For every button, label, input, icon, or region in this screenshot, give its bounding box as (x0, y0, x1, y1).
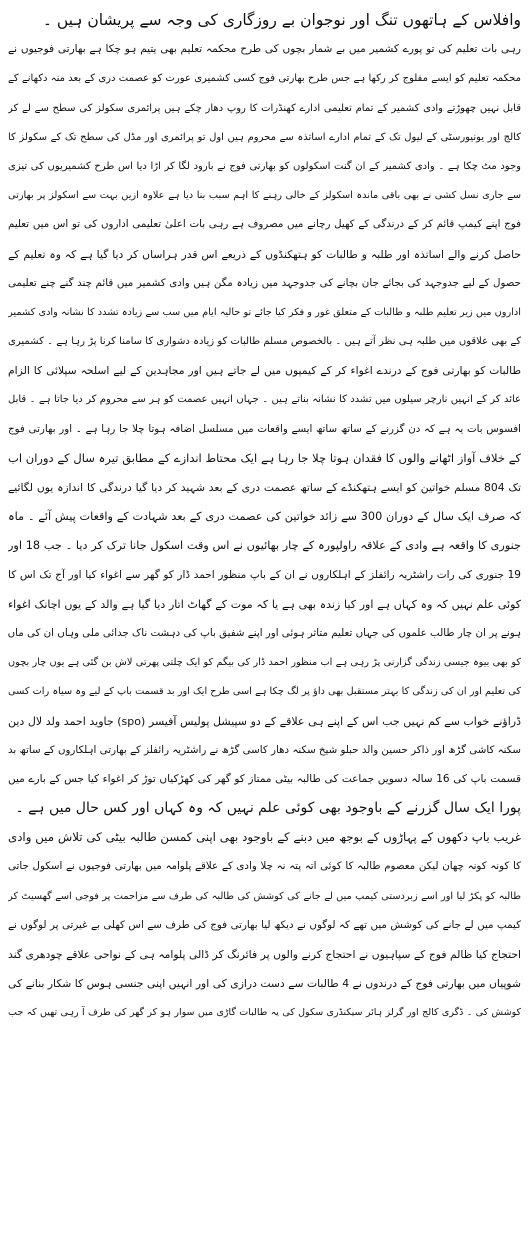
text-line: تک 804 مسلم خواتین کو ایسے ہتھکنڈے کے ساتھ عصمت دری کے بعد شہید کر دیا گیا درندگی کا اندازہ یوں لگائیے (8, 481, 521, 494)
text-line: وافلاس کے ہاتھوں تنگ اور نوجوان بے روزگاری کی وجہ سے پریشان ہیں ۔ (42, 11, 521, 29)
text-line: سکنہ کاشی گڑھ اور ذاکر حسین والد حبلو شیخ سکنہ دھار کاسی گڑھ نے راشٹریہ رائفلز کے بھارتی اہلکاروں کے ساتھ بد (8, 743, 521, 756)
text-line: وجود مٹ چکا ہے ۔ وادی کشمیر کے ان گنت اسکولوں کو بھارتی فوج نے بارود لگا کر اڑا دیا اس طرح کشمیریوں کی تیزی (8, 160, 521, 172)
text-line: طالبات کو بھارتی فوج کے درندے اغواء کر کے کیمپوں میں لے جاتے ہیں اور مجاہدین کے لیے اسلحہ سپلائی کا الزام (8, 364, 521, 378)
text-line: ہونے پر ان چار طالب علموں کی جہاں تعلیم متاثر ہوئی اور اپنے شفیق باپ کی دہشت ناک جدائی ملی وہاں ان کی ماں (8, 626, 521, 639)
text-line: حصول کے لیے جدوجہد کی بجائے جان بچانے کی جدوجہد میں زیادہ مگن ہیں وادی کشمیر میں قائم چند گنے چنے تعلیمی (8, 276, 521, 289)
text-line: کیمپ میں لے جانے کی کوشش میں تھے کہ لوگوں نے دیکھ لیا بھارتی فوج کی طرف سے اس کھلی بے غیرتی پر لوگوں نے (8, 918, 521, 931)
text-line: کو بھی بیوہ جیسی زندگی گزارنی پڑ رہی ہے اب منظور احمد ڈار کی بیگم کو ایک چلتی پھرتی لاش بن گئی ہے یوں چار بچوں (8, 657, 521, 669)
text-line: جنوری کا واقعہ ہے وادی کے علاقہ راولپورہ کے چار بھائیوں نے اس وقت اسکول جانا ترک کر دیا ۔ جب 18 اور (8, 539, 521, 553)
text-line: اداروں میں زیر تعلیم طلبہ و طالبات کے متعلق غور و فکر کیا جائے تو حالیہ ایام میں سب سے زیادہ تشدد کا نشانہ وادی کشمیر (8, 306, 521, 318)
text-line: کے خلاف آواز اٹھانے والوں کا فقدان ہوتا چلا جا رہا ہے ایک محتاط اندازے کے مطابق تیرہ سال کے دوران اب (8, 450, 521, 465)
text-line: سے جاری نسل کشی نے بھی باقی ماندہ اسکولز کے خالی رہنے کا اہم سبب بنا دیا ہے علاوہ ازیں بہت سے اسکولز پر بھارتی (8, 190, 521, 202)
text-line: کی تعلیم اور ان کی زندگی کا بہتر مستقبل بھی داؤ پر لگ چکا ہے اسی طرح ایک اور بد قسمت باپ کے لیے وہ سیاہ رات کسی (8, 686, 521, 698)
text-line: فوج اپنے کیمپ قائم کر کے درندگی کے کھیل رچانے میں مصروف ہے رہی بات اعلیٰ تعلیمی اداروں کی تو اس میں تعلیم (8, 218, 521, 231)
text-line: کہ صرف ایک سال کے دوران 300 سے زائد خواتین کی عصمت دری کے بعد شہادت کے واقعات پیش آئے ۔ ماہ (8, 510, 521, 524)
text-line: حاصل کرنے والے اساتذہ اور طلبہ و طالبات کو ہتھکنڈوں کے ذریعے اس قدر ہراساں کر دیا گیا ہے کہ وہ تعلیم کے (8, 247, 521, 261)
text-line: کالج اور یونیورسٹی کے لیول تک کے تمام ادارے اساتذہ سے محروم ہیں اول تو پرائمری اور مڈل کی سطح تک کے سکولز کا (8, 131, 521, 143)
text-line: کے بھی علاقوں میں طلبہ ہی نظر آتے ہیں ۔ بالخصوص مسلم طالبات کو زیادہ دشواری کا سامنا کرنا پڑ رہا ہے ۔ کشمیری (8, 336, 521, 348)
text-line: ڈراؤنے خواب سے کم نہیں جب اس کے اپنے ہی علاقے کے دو سپیشل پولیس آفیسر (spo) جاوید احمد ولد لال دین (8, 714, 521, 728)
text-line: غریب باپ دکھوں کے پہاڑوں کے بوجھ میں دبنے کے باوجود بھی اپنی کمسن طالبہ بیٹی کی تلاش میں وادی (8, 830, 521, 845)
text-line: رہی بات تعلیم کی تو پورے کشمیر میں بے شمار بچوں کی طرح محکمہ تعلیم بھی یتیم ہو چکا ہے بھارتی فوجیوں نے (8, 43, 521, 56)
text-line: شوپیاں میں بھارتی فوج کے درندوں نے 4 طالبات سے دست درازی کی اور انہیں اپنی جنسی ہوس کا شکار بنانے کی (8, 977, 521, 991)
text-line: عائد کر کے انہیں نارچر سیلوں میں تشدد کا نشانہ بناتے ہیں ۔ جہاں انہیں عصمت کو ہر سے محروم کر دیا جاتا ہے ۔ قابل (8, 394, 521, 406)
text-line: قسمت باپ کی 16 سالہ دسویں جماعت کی طالبہ بیٹی ممتاز کو گھر کی کھڑکیاں توڑ کر اغواء کیا جس کے بارے میں (8, 772, 521, 785)
text-line: محکمہ تعلیم کو ایسے مفلوج کر رکھا ہے جس طرح بھارتی فوج کسی کشمیری عورت کو عصمت دری کے بعد منہ دکھانے کے (8, 73, 521, 85)
text-line: پورا ایک سال گزرنے کے باوجود بھی کوئی علم نہیں کہ وہ کہاں اور کس حال میں ہے ۔ (15, 800, 521, 817)
text-line: کوئی علم نہیں کہ وہ کہاں ہے اور کیا زندہ بھی ہے یا کہ موت کے گھاٹ اتار دیا گیا ہے والد کے یوں اچانک اغواء (8, 597, 521, 611)
text-line: افسوس بات یہ ہے کہ دن گزرنے کے ساتھ ساتھ ایسے واقعات میں مسلسل اضافہ ہوتا چلا جا رہا ہے ۔ اور بھارتی فوج (8, 422, 521, 435)
paragraph-intro (8, 6, 521, 35)
text-line: 19 جنوری کی رات راشٹریہ رائفلز کے اہلکاروں نے ان کے باپ منظور احمد ڈار کو گھر سے اغواء کیا اور آج تک اس کا (8, 568, 521, 581)
text-line: طالبہ کو پکڑ لیا اور اسے زبردستی کیمپ میں لے جانے کی کوشش کی طالبہ کی طرف سے مزاحمت پر فوجی اسے گھسیٹ کر (8, 890, 521, 902)
text-line: کوشش کی ۔ ڈگری کالج اور گرلز ہائر سیکنڈری سکول کی یہ طالبات گاڑی میں سوار ہو کر گھر کی طرف آ رہی تھیں کہ جب (8, 1007, 521, 1019)
text-line: کا کونہ کونہ چھان لیکن معصوم طالبہ کا کوئی اتہ پتہ نہ چلا وادی کے علاقے پلوامہ میں بھارتی فوجیوں نے اسکول جاتی (8, 860, 521, 873)
text-line: احتجاج کیا ظالم فوج کے سپاہیوں نے احتجاج کرنے والوں پر فائرنگ کر ڈالی پلوامہ ہی کے نواحی علاقے چودھری گند (8, 948, 521, 961)
paragraph-pulwama (8, 823, 521, 1027)
text-line: قابل نہیں چھوڑتے وادی کشمیر کے تمام تعلیمی ادارے کھنڈرات کا روپ دھار چکے ہیں پرائمری سکولز کی سطح سے لے کر (8, 102, 521, 114)
paragraph-education (8, 35, 521, 823)
